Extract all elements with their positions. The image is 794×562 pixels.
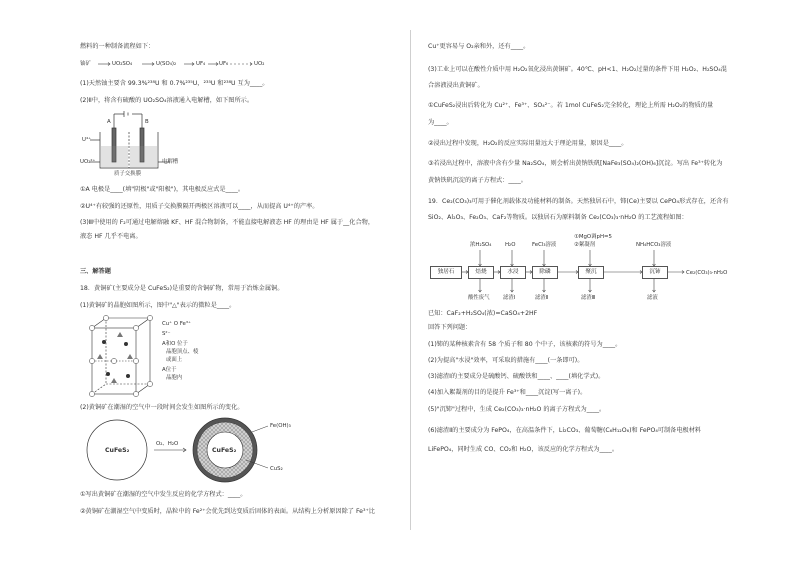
question: ①A 电极是____(填"阴极"或"阳极")，其电极反应式是____。 <box>80 186 245 193</box>
question: (3)工业上可以在酸性介质中用 H₂O₂氧化浸出黄铜矿。40℃、pH<1、H₂O₂过量的条件下用 H₂O₂、H₂SO₄混 <box>428 66 727 73</box>
text-line: Cu⁺更容易与 O₂亲和外，还有____。 <box>428 43 530 50</box>
flow-box-precipitate: 沉铈 <box>642 266 668 279</box>
legend-item: 晶胞内 <box>166 375 183 381</box>
flow-reagent: ①MgO调pH=5 <box>574 234 612 240</box>
question: 合溶液浸出黄铜矿。 <box>428 82 484 89</box>
mineral-label: CuFeS₂ <box>212 447 237 454</box>
flow-box-leach: 水浸 <box>500 266 526 279</box>
flow-box-dephos: 除磷 <box>532 266 558 279</box>
question: 18．黄铜矿(主要成分是 CuFeS₂)是重要的含铜矿物，常用于冶炼金属铜。 <box>80 285 284 292</box>
flow-start: 铀矿 <box>80 61 91 67</box>
question: ②U⁴⁺有较强的还原性，用质子交换膜隔开两极区溶液可以____，从而提高 U⁴⁺的产率。 <box>80 203 319 210</box>
question: 为____。 <box>428 119 453 126</box>
question: 黄钠铁矾沉淀的离子方程式：____。 <box>428 177 527 184</box>
question: ②黄铜矿在潮湿空气中变质时，晶粒中的 Fe²⁺会优先到达变质后固体的表面。从结构上分析原因除了 Fe³⁺比 <box>80 508 375 515</box>
reagent-label: O₂、H₂O <box>156 441 179 447</box>
section-heading: 三、解答题 <box>80 268 111 275</box>
question: 19．Ce₂(CO₃)₃可用于催化剂载体及功能材料的制备。天然独居石中，铈(Ce)主要以 CePO₄形式存在，还含有 <box>428 198 729 205</box>
flow-byproduct: 滤液 <box>647 295 658 301</box>
question: (1)天然铀主要含 99.3%²³⁸U 和 0.7%²³⁵U，²³⁵U 和²³⁸U 互为____。 <box>80 80 269 87</box>
cell-label: 电解槽 <box>162 159 179 165</box>
cell-label: U⁴⁺ <box>82 137 91 143</box>
flow-step: UF₄ <box>196 61 206 67</box>
legend-item: 晶胞顶点、棱 <box>166 349 199 355</box>
flow-reagent: H₂O <box>505 242 516 248</box>
question: (6)滤渣Ⅱ的主要成分为 FePO₄，在高温条件下，Li₂CO₃、葡萄糖(C₆H₁₂O₆)和 FePO₄可制备电极材料 <box>428 427 702 434</box>
flow-product: Ce₂(CO₃)₃·nH₂O <box>686 270 728 276</box>
mineral-label: CuFeS₂ <box>105 447 130 454</box>
cell-label: A <box>107 119 111 125</box>
question: (2)为提高"水浸"效率，可采取的措施有____(一条即可)。 <box>428 357 584 364</box>
question: (5)"沉铈"过程中，生成 Ce₂(CO₃)₃·nH₂O 的离子方程式为____。 <box>428 406 606 413</box>
question: ②浸出过程中发现，H₂O₂的反应实际用量远大于理论用量，原因是____。 <box>428 140 628 147</box>
flow-byproduct: 酸性废气 <box>468 295 490 301</box>
question: (1)铈的某种核素含有 58 个质子和 80 个中子，该核素的符号为____。 <box>428 341 622 348</box>
flow-end: UO₂ <box>254 61 265 67</box>
question: (3)Ⅲ中使用的 F₂可通过电解熔融 KF、HF 混合物制备，不能直接电解液态 HF 的理由是 HF 属于__化合物， <box>80 219 375 226</box>
flow-reagent: NH₄HCO₃溶液 <box>636 242 672 248</box>
text-line: 已知：CaF₂+H₂SO₄(浓)=CaSO₄+2HF <box>428 310 538 317</box>
legend-item: A和O 位于 <box>162 341 188 347</box>
flow-box-roast: 焙烧 <box>468 266 494 279</box>
cell-label: 质子交换膜 <box>114 171 141 177</box>
question: SiO₂、Al₂O₃、Fe₂O₃、CaF₂等物质。以独居石为原料制备 Ce₂(CO₃)₃·nH₂O 的工艺流程如图： <box>428 214 688 221</box>
process-flowchart <box>428 226 758 306</box>
flow-step: UF₆ <box>219 61 229 67</box>
electrolysis-cell-diagram <box>80 110 190 178</box>
flow-step: U(SO₄)₂ <box>156 61 177 67</box>
flow-reagent: 浓H₂SO₄ <box>470 242 492 248</box>
flow-byproduct: 滤渣Ⅱ <box>535 295 549 301</box>
flow-reagent: FeCl₃溶液 <box>532 242 557 248</box>
question: (2)Ⅱ中，将含有硫酸的 UO₂SO₄溶液通入电解槽，如下图所示。 <box>80 97 254 104</box>
legend-item: 或面上 <box>166 357 183 363</box>
crystal-cell-diagram <box>84 314 284 398</box>
weathering-diagram <box>82 416 312 486</box>
cell-label: UO₂²⁺ <box>80 159 96 165</box>
column-divider <box>410 30 411 530</box>
question: (4)加入絮凝剂的目的是提升 Fe³⁺和____沉淀(写一离子)。 <box>428 389 587 396</box>
text-line: 回答下列问题： <box>428 324 472 331</box>
flow-byproduct: 滤渣Ⅰ <box>503 295 516 301</box>
question: ③若浸出过程中，溶液中含有少量 Na₂SO₄，则会析出黄钠铁矾[NaFe₃(SO₄)₂(OH)₆]沉淀。写出 Fe³⁺转化为 <box>428 160 723 167</box>
text-line: 燃料的一种制备流程如下： <box>80 43 155 50</box>
flow-byproduct: 滤渣Ⅲ <box>581 295 596 301</box>
flow-reagent: ②絮凝剂 <box>574 242 596 248</box>
legend-item: A位于 <box>162 367 177 373</box>
uranium-flow <box>80 56 270 72</box>
question: 液态 HF 几乎不电离。 <box>80 233 142 240</box>
question: (3)滤渣Ⅰ的主要成分是硫酸钙、硫酸铁和____、____(填化学式)。 <box>428 373 605 380</box>
legend-item: Cu⁺ O Fe³⁺ <box>162 321 191 327</box>
question: (1)黄铜矿的晶胞如图所示，图中"△"表示的微粒是____。 <box>80 302 236 309</box>
legend-item: S²⁻ <box>162 331 171 337</box>
product-label: Fe(OH)₃ <box>270 423 291 429</box>
question: ①CuFeS₂浸出后转化为 Cu²⁺、Fe³⁺、SO₄²⁻。若 1mol CuFeS₂完全转化，理论上所需 H₂O₂的物质的量 <box>428 102 714 109</box>
cell-label: B <box>145 119 149 125</box>
question: LiFePO₄，同时生成 CO、CO₂和 H₂O，该反应的化学方程式为____。 <box>428 446 619 453</box>
flow-step: UO₂SO₄ <box>112 61 133 67</box>
flow-box-ore: 独居石 <box>430 266 462 279</box>
question: ①写出黄铜矿在潮湿的空气中发生反应的化学方程式：____。 <box>80 491 247 498</box>
flow-box-coagulate: 聚沉 <box>578 266 604 279</box>
product-label: CuS₂ <box>270 466 283 472</box>
question: (2)黄铜矿在潮湿的空气中一段时间会发生如图所示的变化。 <box>80 404 244 411</box>
